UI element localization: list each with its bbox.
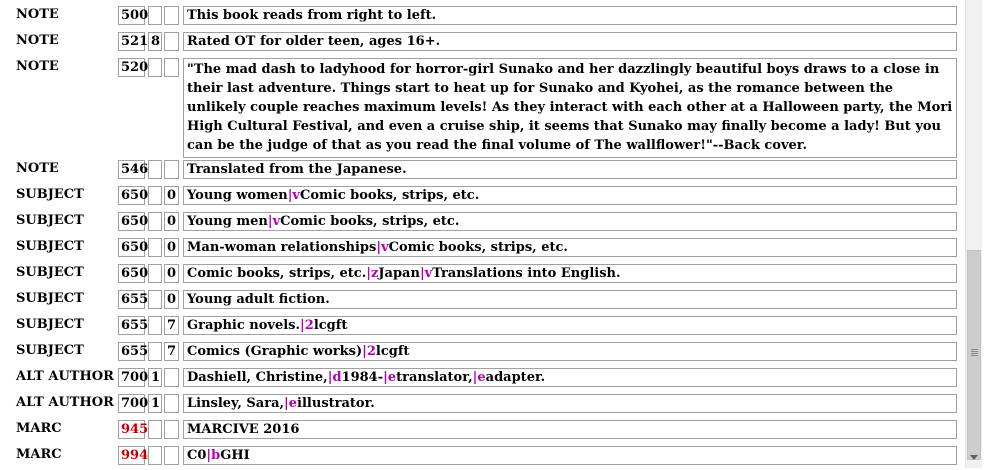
indicator-2-field[interactable]: 0: [164, 212, 179, 231]
field-value-input[interactable]: [183, 6, 957, 25]
indicator-2-field[interactable]: [164, 446, 179, 465]
subfield-text: 1984-: [341, 370, 384, 385]
subfield-text: Comic books, strips, etc.: [299, 188, 480, 203]
subfield-text: Comic books, strips, etc.: [388, 240, 568, 255]
chevron-down-icon[interactable]: [970, 455, 978, 460]
subfield-code: b: [211, 448, 221, 463]
marc-field-row: [0, 262, 965, 288]
subfield-delimiter: |: [472, 370, 478, 385]
tag-field[interactable]: 650: [118, 186, 145, 205]
field-label: NOTE: [16, 7, 59, 22]
scrollbar-thumb[interactable]: [967, 250, 981, 460]
scrollbar-grip-icon: [971, 349, 978, 357]
field-value-input[interactable]: [183, 420, 957, 439]
subfield-text: Comic books, strips, etc.: [280, 214, 460, 229]
subfield-delimiter: |: [362, 344, 367, 359]
marc-field-row: [0, 444, 965, 470]
indicator-1-field[interactable]: [148, 420, 162, 439]
tag-field[interactable]: 700: [118, 394, 145, 413]
field-label: MARC: [16, 447, 62, 462]
marc-field-row: [0, 210, 965, 236]
field-value-input[interactable]: [183, 212, 957, 231]
indicator-1-field[interactable]: 1: [148, 394, 162, 413]
marc-field-row: [0, 56, 965, 158]
indicator-2-field[interactable]: 0: [164, 238, 179, 257]
subfield-delimiter: |: [267, 214, 273, 229]
marc-field-row: [0, 340, 965, 366]
indicator-1-field[interactable]: [148, 446, 162, 465]
subfield-text: C0: [187, 448, 207, 463]
tag-field[interactable]: 500: [118, 6, 145, 25]
marc-field-row: [0, 236, 965, 262]
indicator-1-field[interactable]: [148, 290, 162, 309]
indicator-2-field[interactable]: 0: [164, 186, 179, 205]
field-value-input[interactable]: [183, 368, 957, 387]
field-label: ALT AUTHOR: [16, 395, 114, 410]
marc-field-row: [0, 392, 965, 418]
field-value-input[interactable]: [183, 394, 957, 413]
field-value-input[interactable]: [183, 446, 957, 465]
subfield-code: e: [387, 370, 397, 385]
subfield-delimiter: |: [300, 318, 305, 333]
marc-field-row: [0, 288, 965, 314]
field-value-input[interactable]: [183, 238, 957, 257]
field-label: SUBJECT: [16, 317, 84, 332]
indicator-1-field[interactable]: [148, 316, 162, 335]
field-label: MARC: [16, 421, 62, 436]
field-label: SUBJECT: [16, 343, 84, 358]
subfield-delimiter: |: [383, 370, 388, 385]
subfield-text: Man-woman relationships: [187, 240, 377, 255]
indicator-2-field[interactable]: [164, 368, 179, 387]
field-label: NOTE: [16, 59, 59, 74]
subfield-text: lcgft: [313, 318, 348, 333]
subfield-text: Dashiell, Christine,: [187, 370, 328, 385]
subfield-text: translator,: [396, 370, 473, 385]
indicator-2-field[interactable]: [164, 6, 179, 25]
subfield-text: Graphic novels.: [187, 318, 301, 333]
field-label: NOTE: [16, 161, 59, 176]
subfield-code: d: [332, 370, 342, 385]
marc-field-row: [0, 184, 965, 210]
indicator-2-field[interactable]: 7: [164, 342, 179, 361]
tag-field[interactable]: 700: [118, 368, 145, 387]
indicator-2-field[interactable]: [164, 58, 179, 77]
indicator-2-field[interactable]: [164, 420, 179, 439]
vertical-scrollbar[interactable]: [965, 0, 982, 468]
subfield-text: Rated OT for older teen, ages 16+.: [187, 34, 441, 49]
marc-field-row: [0, 314, 965, 340]
tag-field[interactable]: 655: [118, 290, 145, 309]
marc-field-row: [0, 30, 965, 56]
subfield-text: MARCIVE 2016: [187, 422, 300, 437]
field-value-input[interactable]: [183, 290, 957, 309]
indicator-1-field[interactable]: 8: [148, 32, 162, 51]
marc-field-row: [0, 366, 965, 392]
indicator-1-field[interactable]: [148, 6, 162, 25]
indicator-2-field[interactable]: 0: [164, 264, 179, 283]
field-label: SUBJECT: [16, 187, 84, 202]
subfield-code: e: [477, 370, 486, 385]
subfield-text: Comics (Graphic works): [187, 344, 363, 359]
tag-field[interactable]: 994: [118, 446, 145, 465]
tag-field[interactable]: 650: [118, 238, 145, 257]
subfield-code: 2: [366, 344, 376, 359]
indicator-2-field[interactable]: 0: [164, 290, 179, 309]
subfield-text: lcgft: [375, 344, 410, 359]
field-label: NOTE: [16, 33, 59, 48]
field-value-input[interactable]: [183, 264, 957, 283]
subfield-text: Japan: [378, 266, 420, 281]
field-value-input[interactable]: [183, 58, 957, 158]
subfield-text: Young men: [187, 214, 268, 229]
subfield-code: v: [424, 266, 433, 281]
tag-field[interactable]: 650: [118, 212, 145, 231]
field-value-input[interactable]: [183, 32, 957, 51]
indicator-1-field[interactable]: [148, 160, 162, 179]
subfield-delimiter: |: [287, 188, 293, 203]
tag-field[interactable]: 521: [118, 32, 145, 51]
subfield-text: GHI: [220, 448, 250, 463]
field-value-input[interactable]: [183, 316, 957, 335]
tag-field[interactable]: 655: [118, 316, 145, 335]
indicator-1-field[interactable]: [148, 186, 162, 205]
field-label: SUBJECT: [16, 239, 84, 254]
indicator-2-field[interactable]: [164, 394, 179, 413]
subfield-text: Comic books, strips, etc.: [187, 266, 367, 281]
subfield-delimiter: |: [206, 448, 212, 463]
field-value-input[interactable]: [183, 186, 957, 205]
tag-field[interactable]: 650: [118, 264, 145, 283]
field-value-input[interactable]: [183, 342, 957, 361]
subfield-delimiter: |: [419, 266, 425, 281]
field-label: ALT AUTHOR: [16, 369, 114, 384]
indicator-1-field[interactable]: 1: [148, 368, 162, 387]
subfield-delimiter: |: [284, 396, 289, 411]
subfield-delimiter: |: [366, 266, 371, 281]
subfield-code: v: [272, 214, 281, 229]
field-label: SUBJECT: [16, 265, 84, 280]
subfield-text: adapter.: [485, 370, 546, 385]
subfield-text: Young adult fiction.: [187, 292, 330, 307]
tag-field[interactable]: 945: [118, 420, 145, 439]
indicator-1-field[interactable]: [148, 58, 162, 77]
indicator-1-field[interactable]: [148, 342, 162, 361]
subfield-code: 2: [304, 318, 314, 333]
tag-field[interactable]: 546: [118, 160, 145, 179]
indicator-2-field[interactable]: [164, 160, 179, 179]
subfield-code: v: [381, 240, 389, 255]
field-label: SUBJECT: [16, 213, 84, 228]
subfield-code: z: [371, 266, 379, 281]
subfield-text: This book reads from right to left.: [187, 8, 437, 23]
subfield-text: Young women: [187, 188, 288, 203]
tag-field[interactable]: 520: [118, 58, 145, 77]
indicator-2-field[interactable]: 7: [164, 316, 179, 335]
subfield-text: illustrator.: [297, 396, 375, 411]
subfield-delimiter: |: [327, 370, 333, 385]
subfield-text: Translated from the Japanese.: [187, 162, 407, 177]
subfield-code: e: [288, 396, 298, 411]
marc-field-row: [0, 4, 965, 30]
subfield-text: Translations into English.: [432, 266, 621, 281]
subfield-code: v: [292, 188, 300, 203]
indicator-2-field[interactable]: [164, 32, 179, 51]
indicator-1-field[interactable]: [148, 264, 162, 283]
subfield-text: "The mad dash to ladyhood for horror-girl Sunako and her dazzlingly beautiful boys draws to a close in their last adventure. Things start to heat up for Sunako and Kyohei, as the romance between the unlikely couple reaches maximum levels! As they interact with each other at a Halloween party, the Mori High Cultural Festival, and even a cruise ship, it seems that Sunako may finally become a lady! But you can be the judge of that as you read the final volume of The wallflower!"--Back cover.: [187, 62, 953, 153]
marc-field-row: [0, 158, 965, 184]
subfield-text: Linsley, Sara,: [187, 396, 285, 411]
tag-field[interactable]: 655: [118, 342, 145, 361]
field-label: SUBJECT: [16, 291, 84, 306]
indicator-1-field[interactable]: [148, 212, 162, 231]
marc-field-row: [0, 418, 965, 444]
field-value-input[interactable]: [183, 160, 957, 179]
subfield-delimiter: |: [376, 240, 382, 255]
indicator-1-field[interactable]: [148, 238, 162, 257]
